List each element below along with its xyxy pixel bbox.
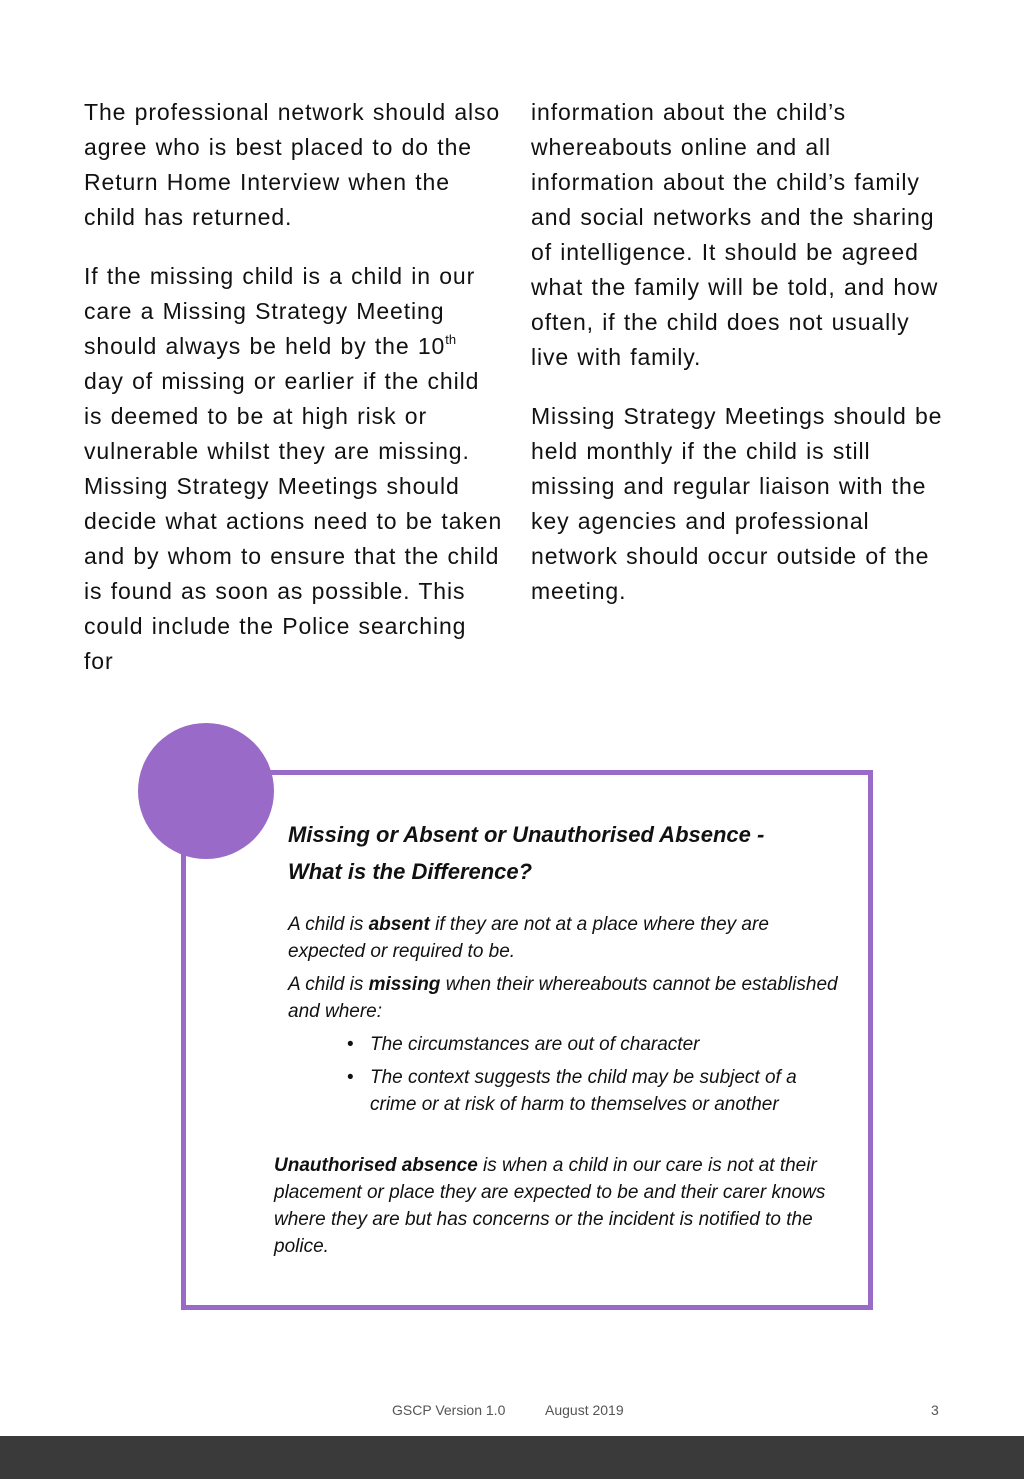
definition-absent-prefix: A child is: [288, 914, 369, 935]
left-paragraph-2-end: day of missing or earlier if the child is deemed to be at high risk or vulnerable whilst they are missing. Missing Strategy Meetings should decide what actions need to be taken and by whom to ensure that the child is found as soon as possible. This could include the Police searching for: [84, 368, 503, 674]
missing-criteria-list: [345, 1031, 815, 1124]
list-item-text: The circumstances are out of character: [370, 1034, 700, 1055]
definition-absent: [288, 911, 838, 965]
definition-missing-text: when their whereabouts cannot be established and where:: [288, 974, 838, 1022]
definition-missing-prefix: A child is: [288, 974, 369, 995]
list-item-text: The context suggests the child may be subject of a crime or at risk of harm to themselves or another: [370, 1067, 797, 1115]
callout-title-line-2: What is the Difference?: [288, 859, 533, 884]
right-paragraph-1: information about the child’s whereabouts online and all information about the child’s family and social networks and the sharing of intelligence. It should be agreed what the family will be told, and how often, if the child does not usually live with family.: [531, 99, 939, 370]
list-item: [345, 1064, 815, 1118]
term-unauthorised-absence: Unauthorised absence: [274, 1155, 478, 1176]
footer-date: August 2019: [545, 1402, 624, 1418]
footer-version: GSCP Version 1.0: [392, 1402, 506, 1418]
bullet-icon: •: [347, 1034, 354, 1055]
definition-missing: [288, 971, 838, 1025]
ordinal-suffix: th: [445, 332, 457, 347]
right-paragraph-2: Missing Strategy Meetings should be held monthly if the child is still missing and regular liaison with the key agencies and professional network should occur outside of the meeting.: [531, 403, 943, 604]
bullet-icon: •: [347, 1067, 354, 1088]
definition-unauthorised-absence: [274, 1152, 834, 1260]
left-paragraph-2: [84, 259, 504, 679]
footer-bar: [0, 1436, 1024, 1479]
callout-title-line-1: Missing or Absent or Unauthorised Absence -: [288, 822, 765, 847]
callout-circle-decoration: [138, 723, 274, 859]
left-paragraph-2-start: If the missing child is a child in our care a Missing Strategy Meeting should always be held by the 10: [84, 263, 476, 359]
list-item: [345, 1031, 815, 1058]
definition-absent-text: if they are not at a place where they are expected or required to be.: [288, 914, 769, 962]
page-number: 3: [931, 1402, 939, 1418]
callout-title: [288, 816, 828, 890]
left-paragraph-1: The professional network should also agree who is best placed to do the Return Home Interview when the child has returned.: [84, 99, 501, 230]
term-missing: missing: [368, 974, 441, 995]
definition-unauthorised-text: is when a child in our care is not at their placement or place they are expected to be and their carer knows where they are but has concerns or the incident is notified to the police.: [274, 1155, 826, 1257]
term-absent: absent: [368, 914, 430, 935]
left-column: [84, 95, 504, 703]
right-column: [531, 95, 951, 633]
